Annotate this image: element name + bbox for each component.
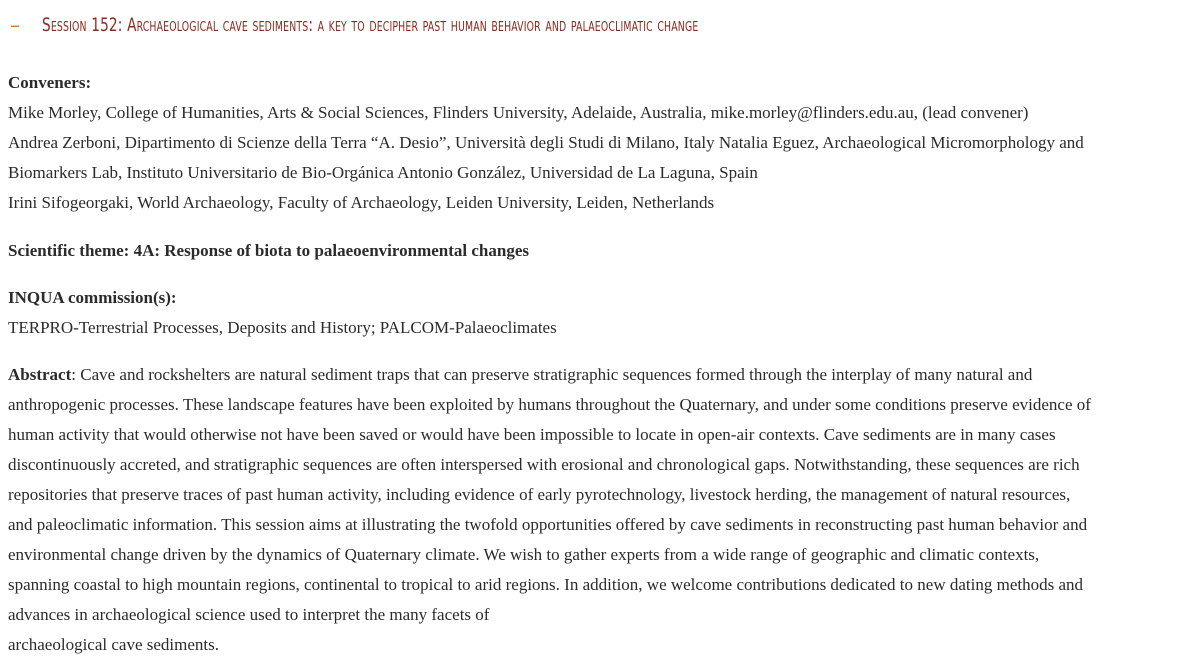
abstract-line [8, 360, 1194, 390]
abstract-line: repositories that preserve traces of past human activity, including evidence of early pyrotechnology, livestock herding, the management of natural resources, [8, 485, 1071, 504]
abstract-line: spanning coastal to high mountain regions, continental to tropical to arid regions. In addition, we welcome contributions dedicated to new dating methods and [8, 575, 1084, 594]
abstract-line: environmental change driven by the dynamics of Quaternary climate. We wish to gather experts from a wide range of geographic and climatic contexts, [8, 545, 1040, 564]
abstract-label: Abstract [8, 365, 72, 384]
abstract-line: human activity that would otherwise not have been saved or would have been impossible to locate in open-air contexts. Cave sediments are in many cases [8, 425, 1056, 444]
convener-line: Andrea Zerboni, Dipartimento di Scienze della Terra “A. Desio”, Università degli Studi di Milano, Italy Natalia Eguez, Archaeological Micromorphology and [8, 133, 1084, 152]
toggle-dash-icon[interactable]: – [10, 13, 20, 37]
convener-line: Mike Morley, College of Humanities, Arts & Social Sciences, Flinders University, Adelaide, Australia, mike.morley@flinders.edu.au, (lead convener) [8, 103, 1029, 122]
session-header[interactable] [10, 8, 863, 42]
abstract-text: : Cave and rockshelters are natural sediment traps that can preserve stratigraphic sequences formed through the interplay of many natural and [71, 365, 1033, 384]
commission-value: TERPRO-Terrestrial Processes, Deposits and History; PALCOM-Palaeoclimates [8, 318, 557, 337]
abstract-line: discontinuously accreted, and stratigraphic sequences are often interspersed with erosional and chronological gaps. Notwithstanding, these sequences are rich [8, 455, 1080, 474]
convener-line: Biomarkers Lab, Instituto Universitario de Bio-Orgánica Antonio González, Universidad de La Laguna, Spain [8, 163, 758, 182]
conveners-label: Conveners: [8, 73, 92, 92]
abstract-line: advances in archaeological science used to interpret the many facets of [8, 605, 490, 624]
abstract-line: anthropogenic processes. These landscape features have been exploited by humans throughout the Quaternary, and under some conditions preserve evidence of [8, 395, 1091, 414]
session-title[interactable]: Session 152: Archaeological cave sediments: a key to decipher past human behavior and palaeoclimatic change [42, 14, 699, 36]
commission-label: INQUA commission(s): [8, 288, 177, 307]
abstract [8, 360, 1194, 660]
session-content [8, 68, 1194, 660]
convener-line: Irini Sifogeorgaki, World Archaeology, Faculty of Archaeology, Leiden University, Leiden, Netherlands [8, 193, 715, 212]
scientific-theme: Scientific theme: 4A: Response of biota to palaeoenvironmental changes [8, 241, 529, 260]
abstract-line: archaeological cave sediments. [8, 635, 219, 654]
abstract-line: and paleoclimatic information. This session aims at illustrating the twofold opportunities offered by cave sediments in reconstructing past human behavior and [8, 515, 1088, 534]
